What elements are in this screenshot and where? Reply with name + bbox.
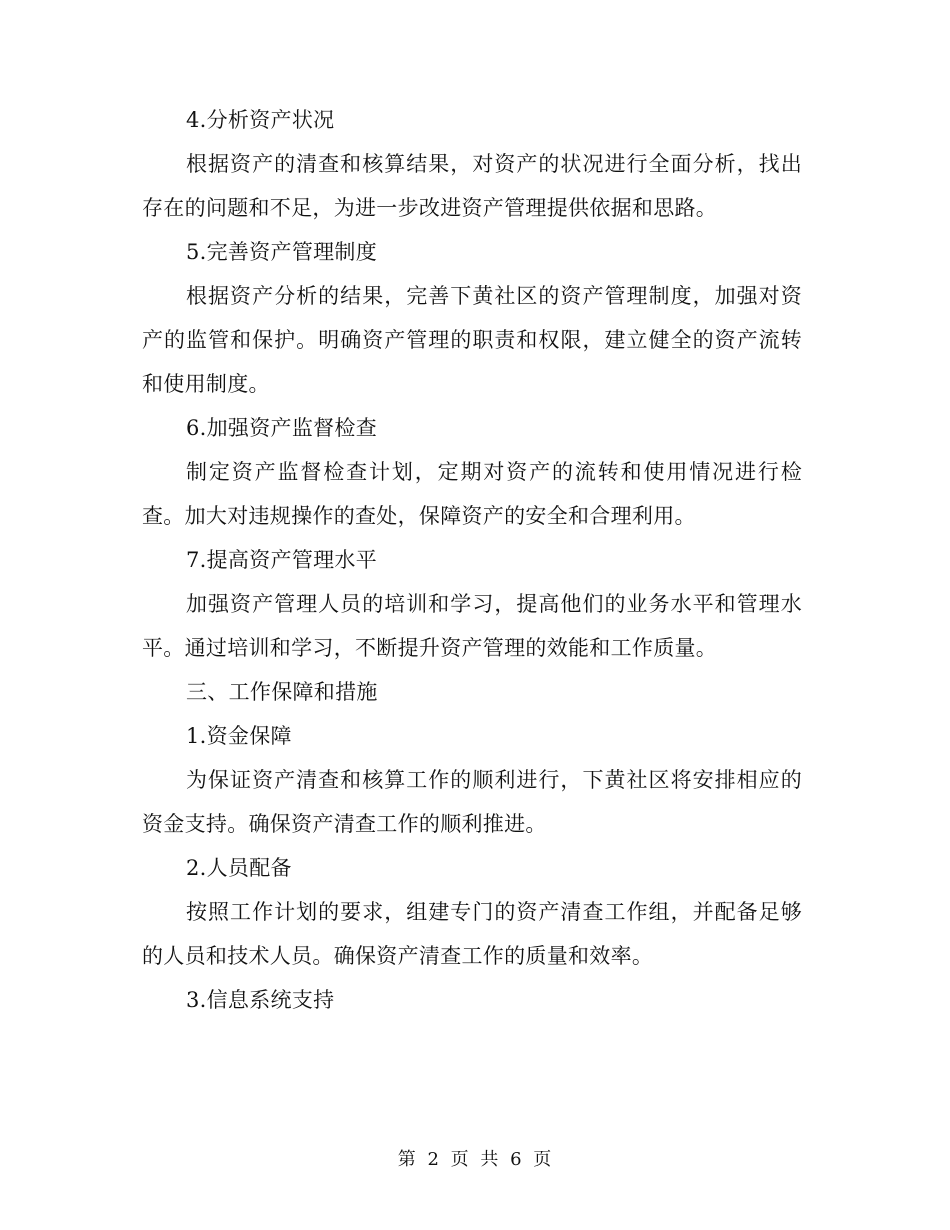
section-heading-info-system: 3.信息系统支持 [186,988,335,1012]
paragraph-staffing: 按照工作计划的要求，组建专门的资产清查工作组，并配备足够的人员和技术人员。确保资产清查工作的质量和效率。 [142,900,802,968]
paragraph-funding: 为保证资产清查和核算工作的顺利进行，下黄社区将安排相应的资金支持。确保资产清查工作的顺利推进。 [142,768,802,836]
section-heading-analyze-assets: 4.分析资产状况 [186,108,335,132]
paragraph-supervision: 制定资产监督检查计划，定期对资产的流转和使用情况进行检查。加大对违规操作的查处，保障资产的安全和合理利用。 [142,460,802,528]
paragraph-management-level: 加强资产管理人员的培训和学习，提高他们的业务水平和管理水平。通过培训和学习，不断提升资产管理的效能和工作质量。 [142,592,802,660]
page-number-footer: 第 2 页 共 6 页 [397,1149,553,1170]
section-heading-staffing: 2.人员配备 [186,856,292,880]
section-heading-management-level: 7.提高资产管理水平 [186,548,378,572]
section-heading-improve-system: 5.完善资产管理制度 [186,240,378,264]
paragraph-analyze-assets: 根据资产的清查和核算结果，对资产的状况进行全面分析，找出存在的问题和不足，为进一步改进资产管理提供依据和思路。 [142,152,802,220]
document-body [142,98,802,1022]
paragraph-improve-system: 根据资产分析的结果，完善下黄社区的资产管理制度，加强对资产的监管和保护。明确资产管理的职责和权限，建立健全的资产流转和使用制度。 [142,284,802,396]
chapter-heading-guarantees: 三、工作保障和措施 [186,680,378,704]
section-heading-funding: 1.资金保障 [186,724,292,748]
section-heading-supervision: 6.加强资产监督检查 [186,416,378,440]
